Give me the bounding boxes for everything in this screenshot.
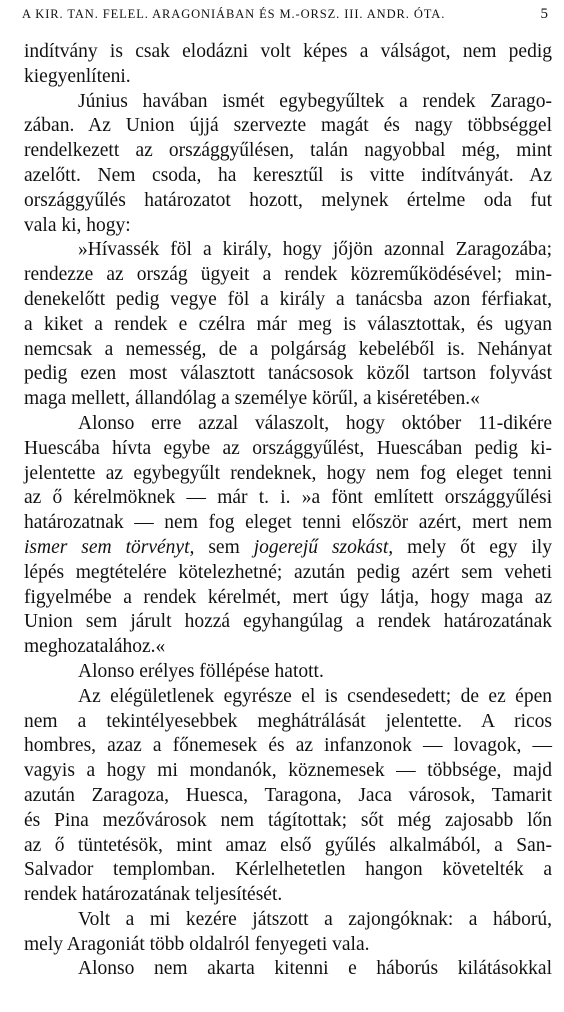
text-line: Alonso erélyes föllépése hatott. (78, 660, 324, 682)
text-line: Alonso nem akarta kitenni e háborús kilátásokkal (78, 958, 552, 980)
text-line: kiegyenlíteni. (24, 65, 131, 87)
text-line: figyelmébe a rendek kérelmét, mert úgy látja, hogy maga az (24, 586, 552, 608)
text-line: vagyis a hogy mi mondanók, köznemesek — többsége, majd (24, 760, 552, 782)
text-line: zában. Az Union újjá szervezte magát és nagy többséggel (24, 115, 552, 137)
body-text (24, 40, 552, 982)
text-line: mely Aragoniát több oldalról fenyegeti vala. (24, 933, 370, 955)
italic-phrase: jogerejű szokást, (253, 536, 394, 558)
text-line: »Hívassék föl a király, hogy jőjön azonnal Zaragozába; (78, 239, 552, 261)
italic-phrase: ismer sem törvényt, (24, 536, 195, 558)
text-line: jelentette az egybegyűlt rendeknek, hogy nem fog eleget tenni (24, 462, 552, 484)
text-line: Salvador templomban. Kérlelhetetlen hangon követelték a (24, 859, 552, 881)
text-line: és Pina mezővárosok nem tágítottak; sőt még zajosabb lőn (24, 809, 552, 831)
page-number: 5 (540, 6, 548, 22)
text-line: Az elégületlenek egyrésze el is csendesedett; de ez épen (78, 685, 552, 707)
text-line: rendelkezett az országgyűlésen, talán nagyobbal még, mint (24, 140, 552, 162)
text-line: rendezze az ország ügyeit a rendek közreműködésével; min- (24, 264, 552, 286)
text-line: azután Zaragoza, Huesca, Taragona, Jaca városok, Tamarit (24, 784, 552, 806)
text-line: Huescába hívta egybe az országgyűlést, Huescában pedig ki- (24, 437, 552, 459)
text-line: határozatnak — nem fog eleget tenni először azért, mert nem (24, 512, 552, 534)
text-line: a kiket a rendek e czélra már meg is választottak, és ugyan (24, 313, 552, 335)
text-line: maga mellett, állandólag a személye körűl, a kiséretében.« (24, 388, 480, 410)
text-line: Alonso erre azzal válaszolt, hogy október 11-dikére (78, 412, 552, 434)
text-line: vala ki, hogy: (24, 214, 131, 236)
text-line-mixed (24, 536, 552, 561)
text-line: Június havában ismét egybegyűltek a rendek Zarago- (78, 90, 552, 112)
text-line: országgyűlés határozatot hozott, melynek értelme oda fut (24, 189, 552, 211)
text-line: pedig ezen most választott tanácsosok közől tartson folyvást (24, 363, 552, 385)
text-line: rendek határozatának teljesítését. (24, 884, 283, 906)
text-line: Union sem járult hozzá egyhangúlag a rendek határozatának (24, 611, 552, 633)
text-line: denekelőtt pedig vegye föl a király a tanácsba azon férfiakat, (24, 288, 552, 310)
running-head-title: A KIR. TAN. FELEL. ARAGONIÁBAN ÉS M.-ORSZ. III. ANDR. ÓTA. (22, 7, 446, 21)
text-line: meghozatalához.« (24, 636, 166, 658)
running-head (22, 6, 548, 30)
text-line: az ő kérelmöknek — már t. i. »a fönt említett országgyűlési (24, 487, 552, 509)
text-line: azelőtt. Nem csoda, ha keresztűl is vitte indítványát. Az (24, 164, 552, 186)
text-line: Volt a mi kezére játszott a zajongóknak: a háború, (78, 908, 552, 930)
text-line: nem a tekintélyesebbek meghátrálását jelentette. A ricos (24, 710, 552, 732)
text-fragment: sem (194, 536, 254, 558)
text-line: lépés megtételére kötelezhetné; azután pedig azért sem veheti (24, 561, 552, 583)
text-line: indítvány is csak elodázni volt képes a válságot, nem pedig (24, 41, 552, 62)
text-fragment: mely őt egy ily (393, 536, 552, 558)
text-line: az ő tüntetésök, mint amaz első gyűlés alkalmából, a San- (24, 834, 552, 856)
text-line: nemcsak a nemesség, de a polgárság kebeléből is. Nehányat (24, 338, 552, 360)
text-line: hombres, azaz a főnemesek és az infanzonok — lovagok, — (24, 735, 552, 757)
